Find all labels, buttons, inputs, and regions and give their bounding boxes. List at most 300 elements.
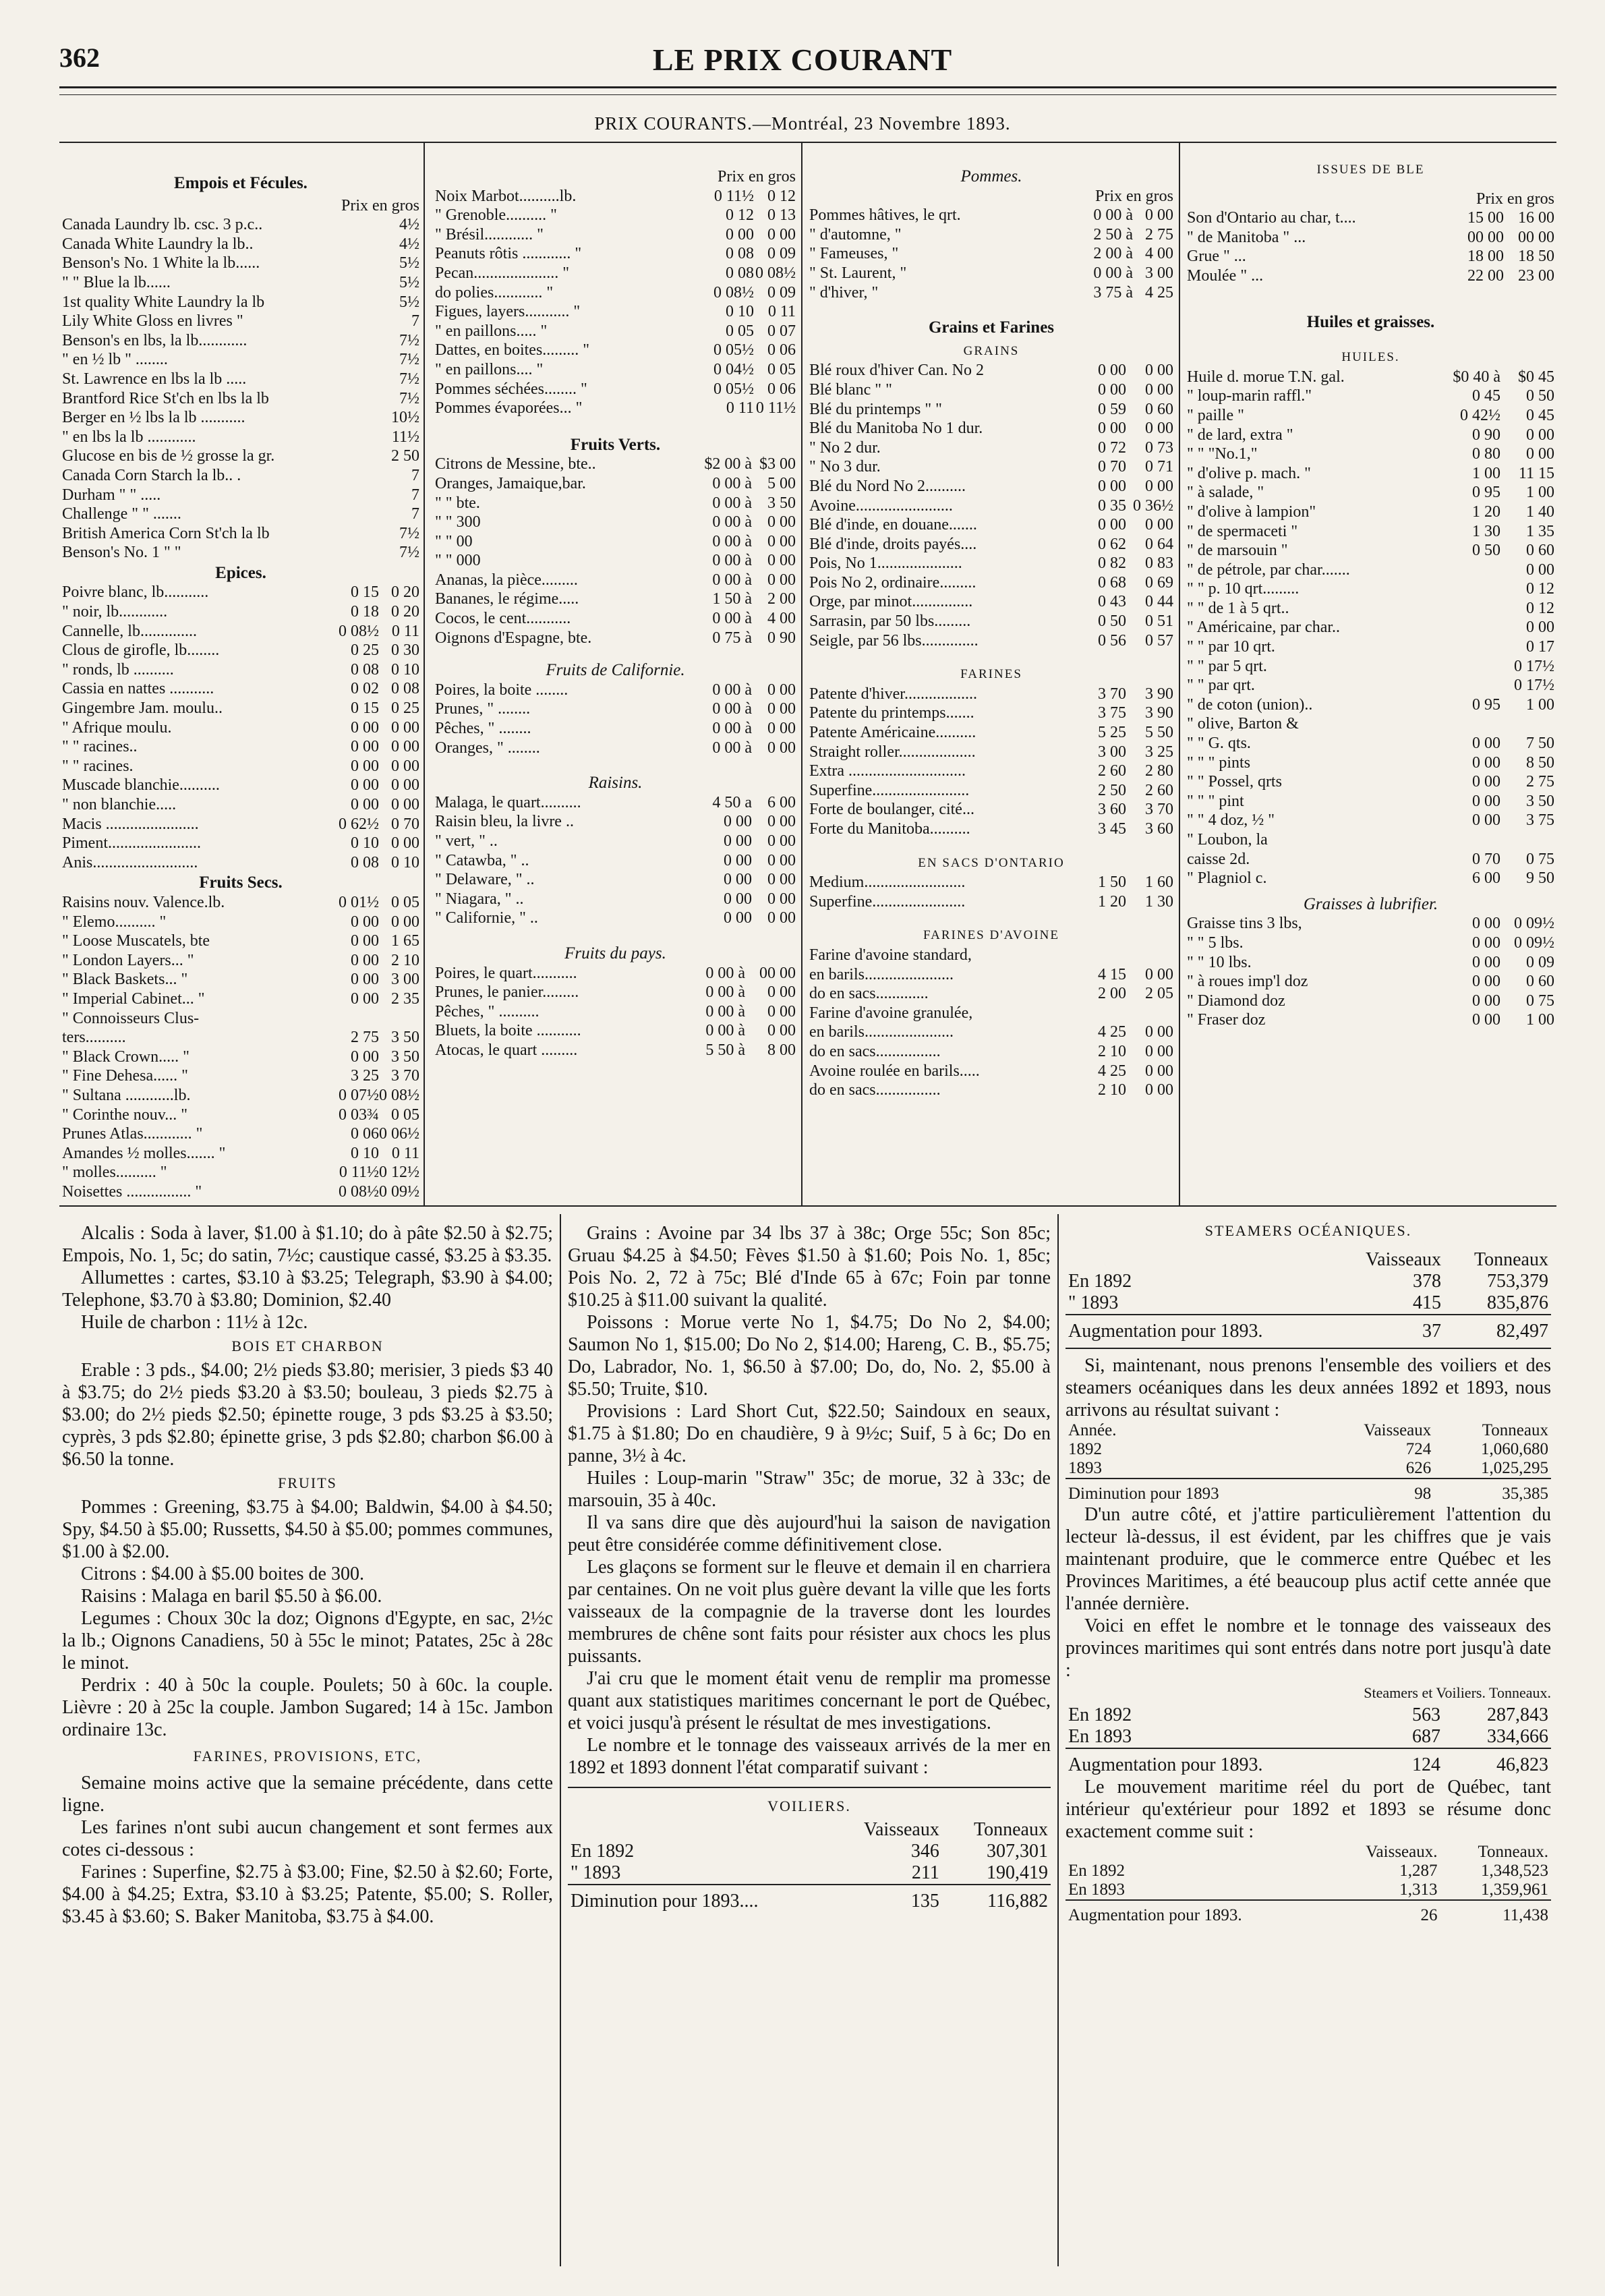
item-name: Canada White Laundry la lb.. bbox=[62, 235, 254, 253]
price-row bbox=[809, 419, 1173, 438]
price-row bbox=[1187, 811, 1554, 830]
item-name: Clous de girofle, lb........ bbox=[62, 641, 220, 660]
price-high: 5 00 bbox=[767, 474, 796, 492]
price-row bbox=[435, 206, 796, 225]
price-row bbox=[1187, 444, 1554, 464]
item-name: Citrons de Messine, bte.. bbox=[435, 455, 596, 473]
price-high bbox=[1500, 830, 1554, 850]
price-row bbox=[1187, 637, 1554, 657]
price-row bbox=[809, 283, 1173, 303]
price-high: 0 00 bbox=[767, 983, 796, 1002]
price-subheading: Prix en gros bbox=[718, 168, 796, 185]
price-high: 0 00 bbox=[391, 718, 419, 737]
price-low: $0 40 à bbox=[1453, 368, 1500, 386]
price-row bbox=[1187, 483, 1554, 503]
price-low: 0 07½ bbox=[339, 1086, 379, 1104]
price-row bbox=[435, 380, 796, 399]
price-column-1 bbox=[62, 174, 419, 1201]
price-low bbox=[1433, 599, 1500, 619]
price-high: 0 44 bbox=[1145, 593, 1173, 611]
col-head: Tonneaux bbox=[1482, 1421, 1548, 1439]
price-low: 0 00 bbox=[1472, 811, 1500, 830]
price-row bbox=[435, 551, 796, 571]
price-low: 0 00 bbox=[1472, 915, 1500, 933]
price-low: 0 00 bbox=[724, 909, 752, 927]
item-name: Oranges, Jamaique,bar. bbox=[435, 474, 586, 492]
price: 5½ bbox=[399, 254, 419, 272]
fruits-pays-heading: Fruits du pays. bbox=[564, 944, 666, 963]
item-name: " non blanchie..... bbox=[62, 796, 177, 813]
price-low: 3 75 bbox=[1098, 704, 1126, 722]
item-name: Glucose en bis de ½ grosse la gr. bbox=[62, 447, 275, 465]
item-name: " London Layers... " bbox=[62, 951, 194, 969]
price-high: 0 00 bbox=[1145, 420, 1173, 438]
item-name: Poires, le quart........... bbox=[435, 964, 577, 982]
price-row bbox=[809, 1062, 1173, 1081]
price-high: 0 00 bbox=[767, 871, 796, 889]
price-high: 3 25 bbox=[1145, 743, 1173, 761]
price-high: 0 11½ bbox=[755, 399, 796, 418]
price-row bbox=[62, 215, 419, 235]
price-low: 0 00 bbox=[1472, 973, 1500, 991]
item-name: " de pétrole, par char....... bbox=[1187, 561, 1350, 579]
price-row bbox=[1187, 992, 1554, 1011]
price-high: 0 08½ bbox=[379, 1086, 419, 1104]
price-high: 0 09 bbox=[1526, 953, 1554, 971]
price-row bbox=[62, 1163, 419, 1182]
price-low: 0 00 bbox=[1098, 516, 1126, 534]
price-row bbox=[1187, 599, 1554, 619]
price-row bbox=[1187, 753, 1554, 773]
price-low: 00 00 bbox=[1467, 228, 1504, 246]
price-high: 0 36½ bbox=[1133, 496, 1173, 515]
price-row bbox=[1187, 869, 1554, 888]
price-subheading: Prix en gros bbox=[1476, 190, 1554, 208]
price-low: 4 50 a bbox=[712, 793, 752, 811]
price-high: 3 50 bbox=[391, 1029, 419, 1047]
price-high: 0 60 bbox=[1526, 542, 1554, 560]
item-name: " Fine Dehesa...... " bbox=[62, 1067, 188, 1085]
price-row bbox=[435, 264, 796, 283]
price-low: 0 00 bbox=[351, 913, 379, 931]
price-low: 0 08 bbox=[351, 853, 379, 871]
table-total-row: Diminution pour 1893.... 135 116,882 bbox=[571, 1891, 1048, 1912]
price-row bbox=[62, 1066, 419, 1086]
price-row bbox=[62, 815, 419, 834]
price-low: 1 20 bbox=[1098, 892, 1126, 911]
price-high: 0 75 bbox=[1526, 850, 1554, 868]
price-row bbox=[435, 571, 796, 590]
column-divider bbox=[1057, 1214, 1059, 2266]
price-row bbox=[435, 870, 796, 890]
pommes-heading: Pommes. bbox=[960, 167, 1022, 185]
price-low: 0 70 bbox=[1472, 850, 1500, 868]
price-high: 00 00 bbox=[759, 964, 796, 982]
price: 4½ bbox=[399, 216, 419, 234]
price-low: 0 10 bbox=[351, 834, 379, 853]
column-divider bbox=[560, 1214, 561, 2266]
price-row bbox=[809, 946, 1173, 965]
price-low: 2 50 à bbox=[1093, 225, 1133, 243]
price-low: 0 75 à bbox=[712, 629, 752, 647]
statistiques-paragraph: J'ai cru que le moment était venu de remplir ma promesse quant aux statistiques maritimes concernant le port de Québec, et voici jusqu'à présent le résultat de mes investigations. bbox=[568, 1668, 1051, 1733]
price-low: 0 00 bbox=[1472, 1011, 1500, 1029]
price-row bbox=[435, 360, 796, 380]
price-high: 0 60 bbox=[1526, 973, 1554, 991]
price-row bbox=[62, 389, 419, 409]
price-row bbox=[809, 762, 1173, 781]
price-row bbox=[62, 931, 419, 951]
price-low: 0 00 bbox=[351, 776, 379, 795]
item-name: Lily White Gloss en livres " bbox=[62, 312, 243, 331]
item-name: " Américaine, par char.. bbox=[1187, 619, 1341, 637]
price-low: 0 56 bbox=[1098, 631, 1126, 650]
price-low: 0 43 bbox=[1098, 593, 1126, 611]
price-low: 6 00 bbox=[1472, 869, 1500, 888]
price-high: 0 51 bbox=[1145, 612, 1173, 631]
price-high: 0 00 bbox=[767, 1022, 796, 1040]
price: 7½ bbox=[399, 524, 419, 542]
price-high: 00 00 bbox=[1518, 228, 1554, 246]
table-row: En 1893 687 334,666 bbox=[1068, 1726, 1548, 1747]
price-high: 0 05 bbox=[767, 360, 796, 378]
price-low: 0 50 bbox=[1098, 612, 1126, 631]
price-high: 0 30 bbox=[391, 641, 419, 660]
price-high: 0 00 bbox=[391, 913, 419, 931]
price-row bbox=[1187, 406, 1554, 426]
price: 7 bbox=[411, 312, 419, 331]
price-row bbox=[1187, 792, 1554, 811]
price-low: 0 00 à bbox=[705, 964, 745, 982]
item-name: Canada Corn Starch la lb.. . bbox=[62, 466, 241, 484]
item-name: " " par qrt. bbox=[1187, 677, 1255, 695]
price-low: 0 05½ bbox=[713, 380, 754, 398]
item-name: " en ½ lb " ........ bbox=[62, 351, 168, 369]
price-low: 0 00 bbox=[351, 757, 379, 775]
price-row bbox=[809, 264, 1173, 283]
item-name: Oranges, " ........ bbox=[435, 739, 540, 757]
raisins-heading: Raisins. bbox=[588, 774, 643, 793]
price-row bbox=[62, 447, 419, 466]
price: 7 bbox=[411, 505, 419, 523]
price-row bbox=[435, 399, 796, 418]
price-row bbox=[435, 964, 796, 983]
price-row bbox=[1187, 464, 1554, 484]
item-name: Poivre blanc, lb........... bbox=[62, 583, 209, 602]
price: 5½ bbox=[399, 273, 419, 291]
price-subheading: Prix en gros bbox=[1095, 187, 1173, 205]
price-high: 0 11 bbox=[391, 1144, 419, 1162]
price-column-2 bbox=[435, 167, 796, 1060]
item-name: do polies............ " bbox=[435, 283, 554, 302]
mouvement-table bbox=[1066, 1843, 1551, 1925]
huiles-paragraph: Huiles : Loup-marin "Straw" 35c; de morue, 32 à 33c; de marsouin, 35 à 40c. bbox=[568, 1468, 1051, 1511]
price-row bbox=[62, 641, 419, 660]
price-high: $3 00 bbox=[759, 455, 796, 473]
price-row bbox=[809, 631, 1173, 651]
price-row bbox=[1187, 522, 1554, 542]
column-divider bbox=[424, 143, 425, 1205]
empois-heading: Empois et Fécules. bbox=[174, 174, 308, 192]
item-name: " Afrique moulu. bbox=[62, 718, 172, 737]
price-row bbox=[809, 438, 1173, 458]
price-low: 0 00 bbox=[724, 832, 752, 850]
price-low bbox=[1433, 676, 1500, 695]
item-name: " vert, " .. bbox=[435, 832, 498, 850]
price-low: 0 00 bbox=[1472, 792, 1500, 810]
price-row bbox=[809, 781, 1173, 801]
col-head: Tonneaux bbox=[973, 1819, 1048, 1840]
price-low bbox=[1079, 946, 1126, 965]
item-name: " en paillons.... " bbox=[435, 360, 544, 378]
item-name: Farine d'avoine granulée, bbox=[809, 1004, 973, 1022]
price-low: 0 08½ bbox=[339, 1182, 379, 1201]
item-name: Pois, No 1..................... bbox=[809, 554, 962, 573]
price-low: 0 00 à bbox=[712, 552, 752, 570]
price-row bbox=[62, 757, 419, 776]
item-name: caisse 2d. bbox=[1187, 850, 1250, 868]
price-row bbox=[809, 704, 1173, 723]
price-row bbox=[435, 681, 796, 700]
price-row bbox=[809, 892, 1173, 912]
price-row bbox=[809, 612, 1173, 631]
price-row bbox=[1187, 386, 1554, 406]
price-high: 0 10 bbox=[391, 660, 419, 679]
item-name: 1st quality White Laundry la lb bbox=[62, 293, 265, 311]
item-name: " de coton (union).. bbox=[1187, 695, 1313, 714]
price-row bbox=[62, 913, 419, 932]
price-row bbox=[809, 477, 1173, 496]
price-high: 23 00 bbox=[1518, 266, 1554, 285]
price-row bbox=[62, 408, 419, 428]
price-low: 3 75 à bbox=[1093, 283, 1133, 302]
price-high: 2 10 bbox=[391, 951, 419, 969]
price-low bbox=[1433, 618, 1500, 637]
col-head: Vaisseaux bbox=[863, 1819, 939, 1840]
price-low: 0 70 bbox=[1098, 458, 1126, 476]
item-name: ters.......... bbox=[62, 1029, 126, 1047]
price-row bbox=[62, 273, 419, 293]
price-row bbox=[435, 494, 796, 513]
item-name: " de Manitoba " ... bbox=[1187, 228, 1306, 246]
price-low: 0 25 bbox=[351, 641, 379, 660]
item-name: Farine d'avoine standard, bbox=[809, 946, 972, 964]
price-row bbox=[1187, 228, 1554, 248]
item-name: Blé d'inde, droits payés.... bbox=[809, 535, 977, 553]
price-low: 0 00 bbox=[1098, 362, 1126, 380]
table-row: 1893 626 1,025,295 bbox=[1068, 1459, 1548, 1477]
price-low: 0 82 bbox=[1098, 554, 1126, 573]
page-title: LE PRIX COURANT bbox=[652, 42, 953, 77]
price-low: 0 00 bbox=[351, 932, 379, 950]
item-name: Blé du Manitoba No 1 dur. bbox=[809, 420, 983, 438]
farines-prix-paragraph: Farines : Superfine, $2.75 à $3.00; Fine, $2.50 à $2.60; Forte, $4.00 à $4.25; Extra, $3.10 à $3.25; Patente, $5.00; S. Roller, $3.45 à $3.60; S. Baker Manitoba, $3.75 à $4.00. bbox=[62, 1862, 553, 1927]
item-name: " Black Baskets... " bbox=[62, 971, 188, 989]
price-row bbox=[435, 851, 796, 871]
price-high: 0 00 bbox=[767, 832, 796, 850]
price-high: 0 12 bbox=[767, 187, 796, 205]
price: 10½ bbox=[391, 409, 419, 427]
item-name: " Loubon, la bbox=[1187, 831, 1268, 849]
price-high: 9 50 bbox=[1526, 869, 1554, 888]
price-row bbox=[435, 1002, 796, 1022]
price-low: 3 25 bbox=[351, 1067, 379, 1085]
price-high: 0 06 bbox=[767, 341, 796, 360]
item-name: Challenge " " ....... bbox=[62, 505, 181, 523]
price-low: 3 45 bbox=[1098, 820, 1126, 838]
price-high: 0 00 bbox=[767, 813, 796, 831]
price: 4½ bbox=[399, 235, 419, 253]
price-low: 0 00 à bbox=[712, 513, 752, 532]
price-high: 2 60 bbox=[1145, 781, 1173, 799]
price-low: 0 08 bbox=[726, 245, 754, 263]
price-row bbox=[435, 890, 796, 909]
price-high: $0 45 bbox=[1518, 368, 1554, 386]
item-name: Grue " ... bbox=[1187, 248, 1246, 266]
price-subheading: Prix en gros bbox=[341, 196, 419, 214]
price-low: 5 50 à bbox=[705, 1041, 745, 1059]
price-high: 1 00 bbox=[1526, 1011, 1554, 1029]
price-row bbox=[809, 244, 1173, 264]
item-name: Malaga, le quart.......... bbox=[435, 793, 581, 811]
price-low: 0 08 bbox=[726, 264, 754, 282]
price-high: 0 69 bbox=[1145, 573, 1173, 592]
grains-paragraph: Grains : Avoine par 34 lbs 37 à 38c; Orge 55c; Son 85c; Gruau $4.25 à $4.50; Fèves $1.50 à $1.60; Pois No. 1, 85c; Pois No. 2, 72 à 75c; Blé d'Inde 65 à 67c; Foin par tonne $10.25 à $11.00 suivant la qualité. bbox=[568, 1223, 1051, 1311]
price-high: 2 35 bbox=[391, 989, 419, 1008]
price-high bbox=[1126, 1004, 1173, 1023]
price-low: 0 03¾ bbox=[339, 1106, 379, 1124]
price-low: 3 60 bbox=[1098, 801, 1126, 819]
legumes-paragraph: Legumes : Choux 30c la doz; Oignons d'Egypte, en sac, 2½c la lb.; Oignons Canadiens, 50 à 55c le minot; Patates, 25c à 28c le minot. bbox=[62, 1608, 553, 1673]
pommes-paragraph: Pommes : Greening, $3.75 à $4.00; Baldwin, $4.00 à $4.50; Spy, $4.50 à $5.00; Russetts, $4.50 à $5.00; pommes communes, $1.00 à $2.00. bbox=[62, 1497, 553, 1562]
price-high: 0 08 bbox=[391, 680, 419, 698]
price-row bbox=[1187, 850, 1554, 869]
price-row bbox=[62, 679, 419, 699]
table-row: En 1892 563 287,843 bbox=[1068, 1704, 1548, 1725]
fruits-verts-heading: Fruits Verts. bbox=[570, 435, 661, 454]
price-low: 0 35 bbox=[1098, 496, 1126, 515]
price-row bbox=[809, 361, 1173, 380]
price-row bbox=[435, 909, 796, 928]
price-high: 0 25 bbox=[391, 699, 419, 718]
price-high: 0 10 bbox=[391, 853, 419, 871]
item-name: Cannelle, lb.............. bbox=[62, 622, 197, 640]
item-name: " Loose Muscatels, bte bbox=[62, 932, 210, 950]
price-row bbox=[435, 225, 796, 245]
price-row bbox=[62, 718, 419, 738]
price-high: 1 60 bbox=[1145, 873, 1173, 892]
price-row bbox=[435, 244, 796, 264]
price: 11½ bbox=[391, 428, 419, 446]
price-low: 2 10 bbox=[1098, 1081, 1126, 1099]
price-low: 3 70 bbox=[1098, 685, 1126, 703]
table-total-row: Augmentation pour 1893. 26 11,438 bbox=[1068, 1906, 1548, 1924]
item-name: Durham " " ..... bbox=[62, 486, 161, 504]
price: 7½ bbox=[399, 370, 419, 388]
price-low: 0 00 à bbox=[712, 681, 752, 699]
price-row bbox=[435, 1041, 796, 1060]
price-high: 0 70 bbox=[391, 815, 419, 833]
price-row bbox=[62, 293, 419, 312]
price-low: 2 00 bbox=[1098, 985, 1126, 1003]
price-low: 2 10 bbox=[1098, 1042, 1126, 1060]
price-low: 0 08½ bbox=[713, 283, 754, 302]
price-low: 0 05 bbox=[726, 322, 754, 340]
price-high: 0 75 bbox=[1526, 992, 1554, 1010]
price-row bbox=[1187, 953, 1554, 973]
price-row bbox=[809, 515, 1173, 535]
item-name: " en lbs la lb ............ bbox=[62, 428, 196, 446]
price-row bbox=[809, 1004, 1173, 1023]
price-row bbox=[809, 535, 1173, 554]
price-low: 0 00 bbox=[1098, 477, 1126, 495]
price-row bbox=[809, 206, 1173, 225]
price-high bbox=[1126, 946, 1173, 965]
price-low: 2 75 bbox=[351, 1029, 379, 1047]
col-head: Vaisseaux bbox=[1364, 1421, 1432, 1439]
item-name: " " p. 10 qrt......... bbox=[1187, 580, 1300, 598]
voiliers-heading: VOILIERS. bbox=[767, 1798, 851, 1814]
item-name: Dattes, en boites......... " bbox=[435, 341, 590, 360]
price-row bbox=[435, 302, 796, 322]
price-low bbox=[1433, 637, 1500, 657]
price-low: 0 06 bbox=[351, 1125, 379, 1143]
price-high: 3 90 bbox=[1145, 704, 1173, 722]
item-name: Cocos, le cent........... bbox=[435, 610, 571, 628]
fruits-secs-heading: Fruits Secs. bbox=[199, 873, 283, 892]
price-high: 0 12½ bbox=[379, 1164, 419, 1182]
price-high bbox=[1500, 714, 1554, 734]
item-name: Blé d'inde, en douane....... bbox=[809, 516, 977, 534]
col-head: Vaisseaux. bbox=[1366, 1843, 1438, 1861]
farines-subheading: FARINES bbox=[960, 667, 1022, 682]
price-low: 0 00 bbox=[724, 890, 752, 908]
item-name: Noisettes ................ " bbox=[62, 1182, 202, 1201]
price-high: 3 50 bbox=[767, 494, 796, 512]
item-name: " Diamond doz bbox=[1187, 992, 1285, 1010]
item-name: " Californie, " .. bbox=[435, 909, 538, 927]
price-high: 1 65 bbox=[391, 932, 419, 950]
price: 7 bbox=[411, 486, 419, 504]
price-high: 2 05 bbox=[1145, 985, 1173, 1003]
price-row bbox=[809, 573, 1173, 593]
price-high: 0 00 bbox=[1145, 477, 1173, 495]
price-high: 0 09 bbox=[767, 283, 796, 302]
price-low: 0 00 bbox=[351, 796, 379, 813]
price-low: 1 00 bbox=[1472, 464, 1500, 482]
price-high: 0 11 bbox=[391, 622, 419, 640]
col-head: Tonneaux. bbox=[1478, 1843, 1548, 1861]
table-total-row: Augmentation pour 1893. 124 46,823 bbox=[1068, 1754, 1548, 1775]
price-row bbox=[809, 592, 1173, 612]
price-high: 0 00 bbox=[767, 700, 796, 718]
table-row: " 1893 415 835,876 bbox=[1068, 1292, 1548, 1313]
price-high: 0 60 bbox=[1145, 400, 1173, 418]
price-row bbox=[62, 505, 419, 524]
poissons-paragraph: Poissons : Morue verte No 1, $4.75; Do No 2, $4.00; Saumon No 1, $15.00; Do No 2, $14.00; Hareng, C. B., $5.75; Do, Labrador, No. 1, $6.50 à $7.00; Do, do, No. 2, $5.00 à $5.50; Truite, $10. bbox=[568, 1312, 1051, 1400]
price-low: 0 11½ bbox=[713, 187, 754, 205]
fruits-californie-heading: Fruits de Californie. bbox=[546, 661, 685, 680]
col-head: Année. bbox=[1068, 1421, 1117, 1439]
price-row bbox=[1187, 914, 1554, 934]
price-row bbox=[62, 989, 419, 1009]
price-high: 0 20 bbox=[391, 603, 419, 621]
price-low: 0 00 à bbox=[705, 983, 745, 1002]
grains-subheading: GRAINS bbox=[963, 343, 1020, 358]
price-row bbox=[435, 793, 796, 813]
price-row bbox=[1187, 561, 1554, 580]
farines-heading: FARINES, PROVISIONS, ETC, bbox=[193, 1748, 422, 1764]
